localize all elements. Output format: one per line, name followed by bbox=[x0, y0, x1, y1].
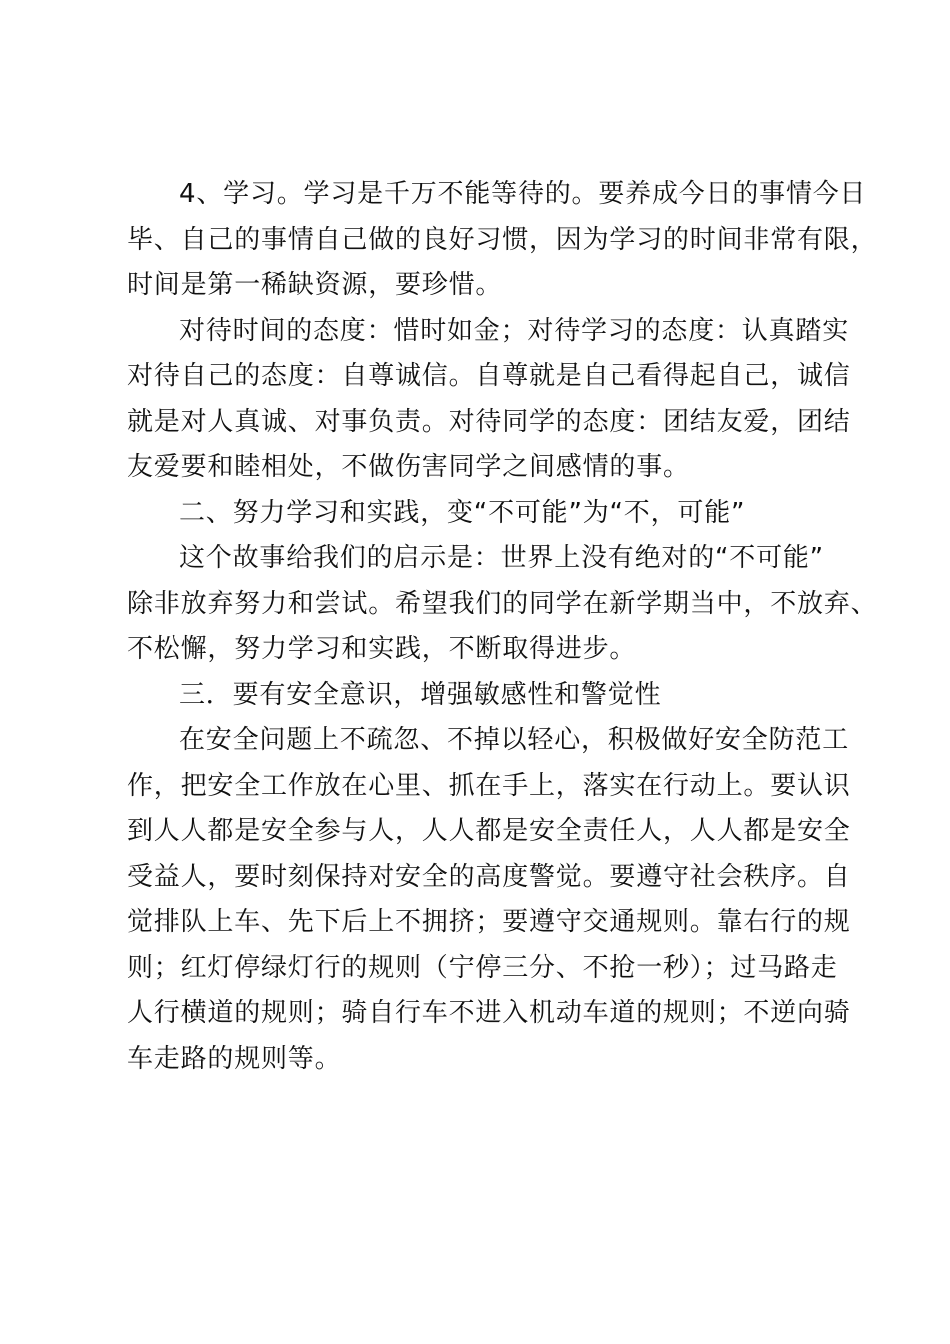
text-line: 人行横道的规则；骑自行车不进入机动车道的规则；不逆向骑 bbox=[127, 998, 851, 1028]
document-body bbox=[127, 172, 878, 1082]
text-line: 则；红灯停绿灯行的规则（宁停三分、不抢一秒）；过马路走 bbox=[127, 952, 838, 983]
text-line: 时间是第一稀缺资源，要珍惜。 bbox=[127, 270, 503, 300]
text-line: 受益人，要时刻保持对安全的高度警觉。要遵守社会秩序。自 bbox=[127, 861, 851, 892]
section-heading: 二、努力学习和实践，变“不可能”为“不，可能” bbox=[179, 497, 746, 528]
text-line: 4、学习。学习是千万不能等待的。要养成今日的事情今日 bbox=[179, 179, 867, 209]
paragraph-safety bbox=[127, 718, 849, 1082]
text-line: 这个故事给我们的启示是：世界上没有绝对的“不可能” bbox=[179, 543, 824, 573]
text-line: 毕、自己的事情自己做的良好习惯，因为学习的时间非常有限， bbox=[127, 224, 878, 255]
paragraph-story bbox=[127, 536, 878, 673]
text-line: 友爱要和睦相处，不做伤害同学之间感情的事。 bbox=[127, 452, 690, 482]
text-line: 在安全问题上不疏忽、不掉以轻心，积极做好安全防范工 bbox=[179, 725, 850, 755]
text-line: 觉排队上车、先下后上不拥挤；要遵守交通规则。靠右行的规 bbox=[127, 907, 851, 937]
text-line: 不松懈，努力学习和实践，不断取得进步。 bbox=[127, 634, 637, 664]
section-heading: 三．要有安全意识，增强敏感性和警觉性 bbox=[179, 679, 662, 710]
text-line: 除非放弃努力和尝试。希望我们的同学在新学期当中，不放弃、 bbox=[127, 588, 878, 619]
text-line: 对待时间的态度：惜时如金；对待学习的态度：认真踏实 bbox=[179, 315, 850, 346]
text-line: 就是对人真诚、对事负责。对待同学的态度：团结友爱，团结 bbox=[127, 406, 851, 437]
text-line: 到人人都是安全参与人，人人都是安全责任人，人人都是安全 bbox=[127, 816, 851, 846]
text-line: 作，把安全工作放在心里、抓在手上，落实在行动上。要认识 bbox=[127, 770, 851, 801]
text-line: 车走路的规则等。 bbox=[127, 1043, 342, 1074]
text-line: 对待自己的态度：自尊诚信。自尊就是自己看得起自己，诚信 bbox=[127, 361, 851, 391]
paragraph-attitudes bbox=[127, 309, 849, 491]
paragraph-study bbox=[127, 172, 878, 309]
